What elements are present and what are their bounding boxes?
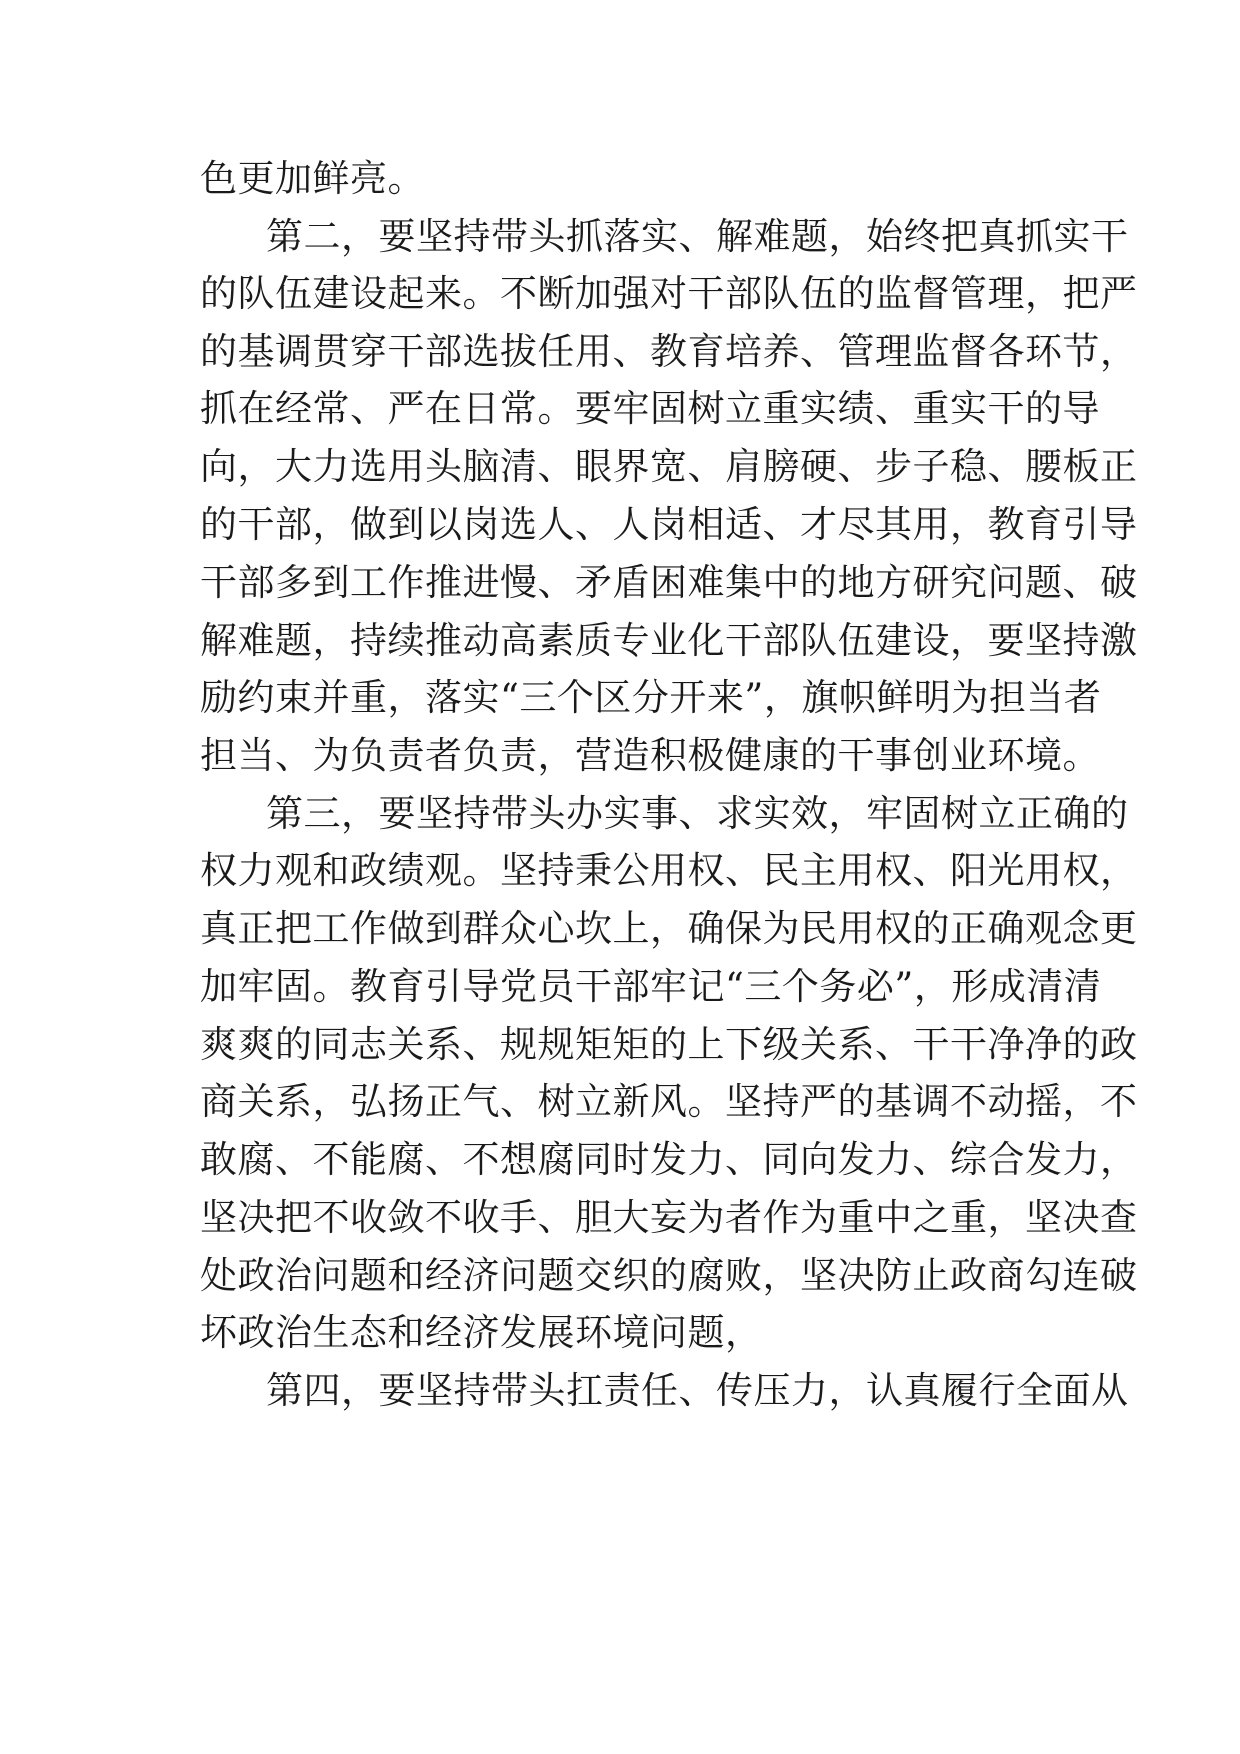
paragraph-start-line: 第四，要坚持带头扛责任、传压力，认真履行全面从 xyxy=(266,1369,1129,1412)
text-line: 励约束并重，落实“三个区分开来”，旗帜鲜明为担当者 xyxy=(200,676,1102,719)
text-line: 担当、为负责者负责，营造积极健康的干事创业环境。 xyxy=(200,734,1100,777)
text-line: 抓在经常、严在日常。要牢固树立重实绩、重实干的导 xyxy=(200,387,1100,430)
text-line: 的基调贯穿干部选拔任用、教育培养、管理监督各环节， xyxy=(200,330,1138,373)
text-line: 的干部，做到以岗选人、人岗相适、才尽其用，教育引导 xyxy=(200,503,1138,546)
text-line: 解难题，持续推动高素质专业化干部队伍建设，要坚持激 xyxy=(200,619,1138,662)
text-line: 权力观和政绩观。坚持秉公用权、民主用权、阳光用权， xyxy=(200,849,1138,892)
text-line: 坏政治生态和经济发展环境问题， xyxy=(200,1311,763,1354)
text-line: 干部多到工作推进慢、矛盾困难集中的地方研究问题、破 xyxy=(200,561,1138,604)
text-line: 色更加鲜亮。 xyxy=(200,157,425,200)
text-line: 的队伍建设起来。不断加强对干部队伍的监督管理，把严 xyxy=(200,272,1138,315)
text-line: 爽爽的同志关系、规规矩矩的上下级关系、干干净净的政 xyxy=(200,1023,1138,1066)
text-line: 向，大力选用头脑清、眼界宽、肩膀硬、步子稳、腰板正 xyxy=(200,445,1138,488)
text-line: 加牢固。教育引导党员干部牢记“三个务必”，形成清清 xyxy=(200,965,1102,1008)
text-line: 敢腐、不能腐、不想腐同时发力、同向发力、综合发力， xyxy=(200,1138,1138,1181)
paragraph-start-line: 第二，要坚持带头抓落实、解难题，始终把真抓实干 xyxy=(266,215,1129,258)
text-line: 坚决把不收敛不收手、胆大妄为者作为重中之重，坚决查 xyxy=(200,1196,1138,1239)
text-line: 真正把工作做到群众心坎上，确保为民用权的正确观念更 xyxy=(200,907,1138,950)
paragraph-start-line: 第三，要坚持带头办实事、求实效，牢固树立正确的 xyxy=(266,792,1129,835)
text-line: 商关系，弘扬正气、树立新风。坚持严的基调不动摇，不 xyxy=(200,1080,1138,1123)
text-line: 处政治问题和经济问题交织的腐败，坚决防止政商勾连破 xyxy=(200,1254,1138,1297)
